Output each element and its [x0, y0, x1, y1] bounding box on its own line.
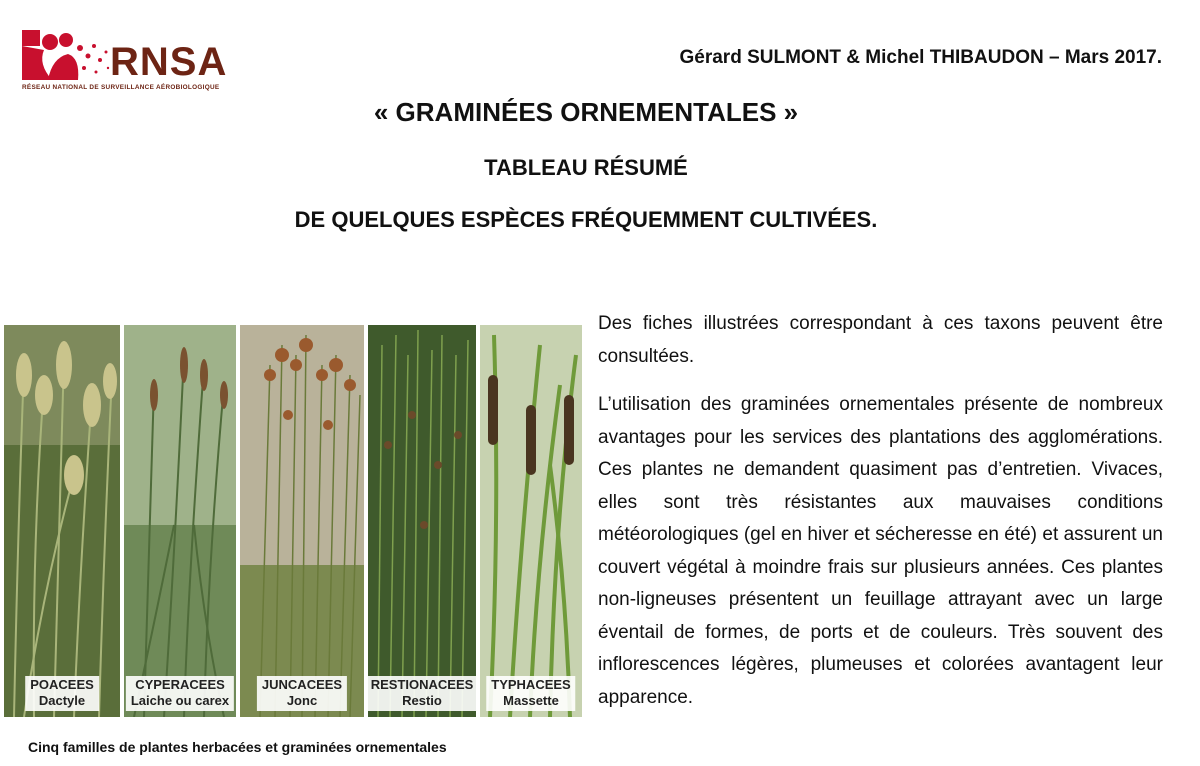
logo-text: RNSA — [110, 40, 228, 84]
cyperacees-image — [124, 325, 236, 717]
poacees-image — [4, 325, 120, 717]
panel-label-restionacees — [368, 676, 476, 711]
panel-label-cyperacees — [126, 676, 234, 711]
panel-poacees — [4, 325, 120, 717]
juncacees-image — [240, 325, 364, 717]
paragraph-intro: Des fiches illustrées correspondant à ces taxons peuvent être consultées. — [598, 313, 1163, 367]
restionacees-image — [368, 325, 476, 717]
family-name: TYPHACEES — [491, 677, 571, 692]
family-name: RESTIONACEES — [370, 677, 474, 692]
family-name: CYPERACEES — [135, 677, 225, 692]
common-name: Laiche ou carex — [130, 693, 230, 708]
common-name: Restio — [402, 693, 442, 708]
family-name: JUNCACEES — [261, 677, 343, 692]
panel-typhacees — [480, 325, 582, 717]
typhacees-image — [480, 325, 582, 717]
panel-label-typhacees — [486, 676, 575, 711]
panel-restionacees — [368, 325, 476, 717]
logo-subtitle: RÉSEAU NATIONAL DE SURVEILLANCE AÉROBIOLOGIQUE — [22, 84, 220, 91]
panel-cyperacees — [124, 325, 236, 717]
panel-label-juncacees — [257, 676, 347, 711]
page-subtitle-2: DE QUELQUES ESPÈCES FRÉQUEMMENT CULTIVÉES. — [294, 207, 878, 232]
common-name: Jonc — [286, 693, 318, 708]
body-text — [598, 308, 1163, 730]
figure-caption: Cinq familles de plantes herbacées et graminées ornementales — [28, 739, 447, 755]
panel-label-poacees — [25, 676, 99, 711]
common-name: Massette — [503, 693, 559, 708]
page-title: « GRAMINÉES ORNEMENTALES » — [373, 97, 799, 127]
panel-juncacees — [240, 325, 364, 717]
rnsa-logo — [22, 28, 242, 94]
rnsa-logo-mark — [22, 28, 112, 84]
plant-families-figure — [4, 325, 582, 717]
authors-date: Gérard SULMONT & Michel THIBAUDON – Mars 2017. — [679, 47, 1162, 68]
common-name: Dactyle — [38, 693, 86, 708]
paragraph-main: L’utilisation des graminées ornementales présente de nombreux avantages pour les services des plantations des agglomérations. Ces plantes ne demandent quasiment pas d’entretien. Vivaces, elles sont très résistantes aux mauvaises conditions météorologiques (gel en hiver et sécheresse en été) et assurent un couvert végétal à moindre frais sur plusieurs années. Ces plantes non-ligneuses présentent un feuillage attrayant avec un large éventail de formes, de ports et de couleurs. Très souvent des inflorescences légères, plumeuses et colorées avantagent leur apparence. — [598, 394, 1163, 708]
family-name: POACEES — [30, 677, 94, 692]
page-subtitle-1: TABLEAU RÉSUMÉ — [484, 155, 688, 180]
